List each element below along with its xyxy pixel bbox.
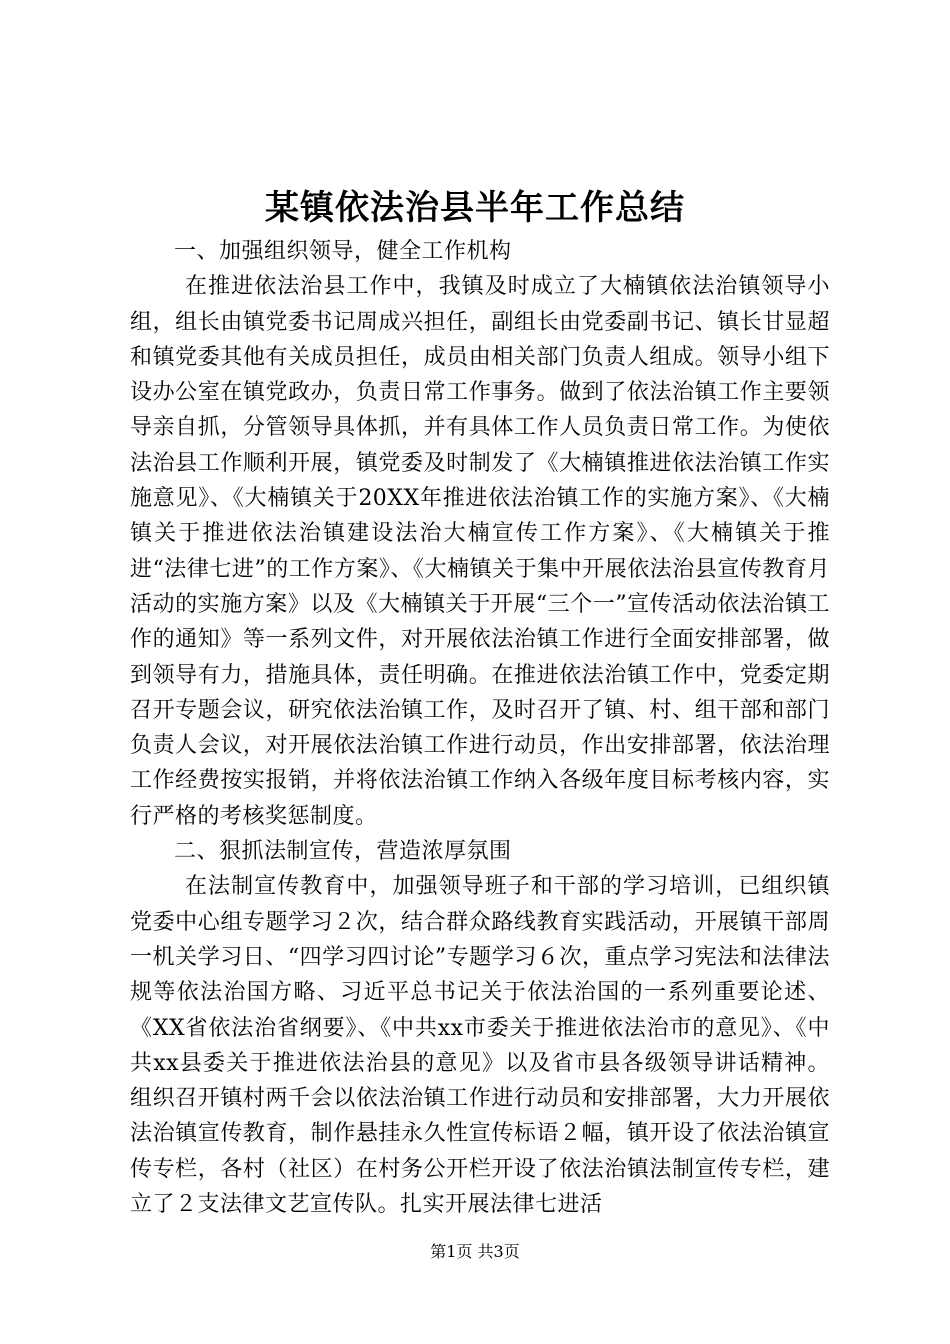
- section-heading-1: 一、加强组织领导，健全工作机构: [174, 239, 512, 264]
- document-body: [130, 234, 830, 1222]
- section-paragraph-2: 在法制宣传教育中，加强领导班子和干部的学习培训，已组织镇党委中心组专题学习２次，结合群众路线教育实践活动，开展镇干部周一机关学习日、“四学习四讨论”专题学习６次，重点学习宪法和法律法规等依法治国方略、习近平总书记关于依法治国的一系列重要论述、《XX省依法治省纲要》、《中共xx市委关于推进依法治市的意见》、《中共xx县委关于推进依法治县的意见》以及省市县各级领导讲话精神。组织召开镇村两千会以依法治镇工作进行动员和安排部署，大力开展依法治镇宣传教育，制作悬挂永久性宣传标语２幅，镇开设了依法治镇宣传专栏，各村（社区）在村务公开栏开设了依法治镇法制宣传专栏，建立了２支法律文艺宣传队。扎实开展法律七进活: [130, 874, 830, 1218]
- section-paragraph-1: 在推进依法治县工作中，我镇及时成立了大楠镇依法治镇领导小组，组长由镇党委书记周成兴担任，副组长由党委副书记、镇长甘显超和镇党委其他有关成员担任，成员由相关部门负责人组成。领导小组下设办公室在镇党政办，负责日常工作事务。做到了依法治镇工作主要领导亲自抓，分管领导具体抓，并有具体工作人员负责日常工作。为使依法治县工作顺利开展，镇党委及时制发了《大楠镇推进依法治镇工作实施意见》、《大楠镇关于20XX年推进依法治镇工作的实施方案》、《大楠镇关于推进依法治镇建设法治大楠宣传工作方案》、《大楠镇关于推进“法律七进”的工作方案》、《大楠镇关于集中开展依法治县宣传教育月活动的实施方案》以及《大楠镇关于开展“三个一”宣传活动依法治镇工作的通知》等一系列文件，对开展依法治镇工作进行全面安排部署，做到领导有力，措施具体，责任明确。在推进依法治镇工作中，党委定期召开专题会议，研究依法治镇工作，及时召开了镇、村、组干部和部门负责人会议，对开展依法治镇工作进行动员，作出安排部署，依法治理工作经费按实报销，并将依法治镇工作纳入各级年度目标考核内容，实行严格的考核奖惩制度。: [130, 274, 830, 829]
- document-title: 某镇依法治县半年工作总结: [265, 188, 685, 228]
- section-heading-2: 二、狠抓法制宣传，营造浓厚氛围: [174, 839, 512, 865]
- page-footer: 第1页 共3页: [430, 1242, 520, 1261]
